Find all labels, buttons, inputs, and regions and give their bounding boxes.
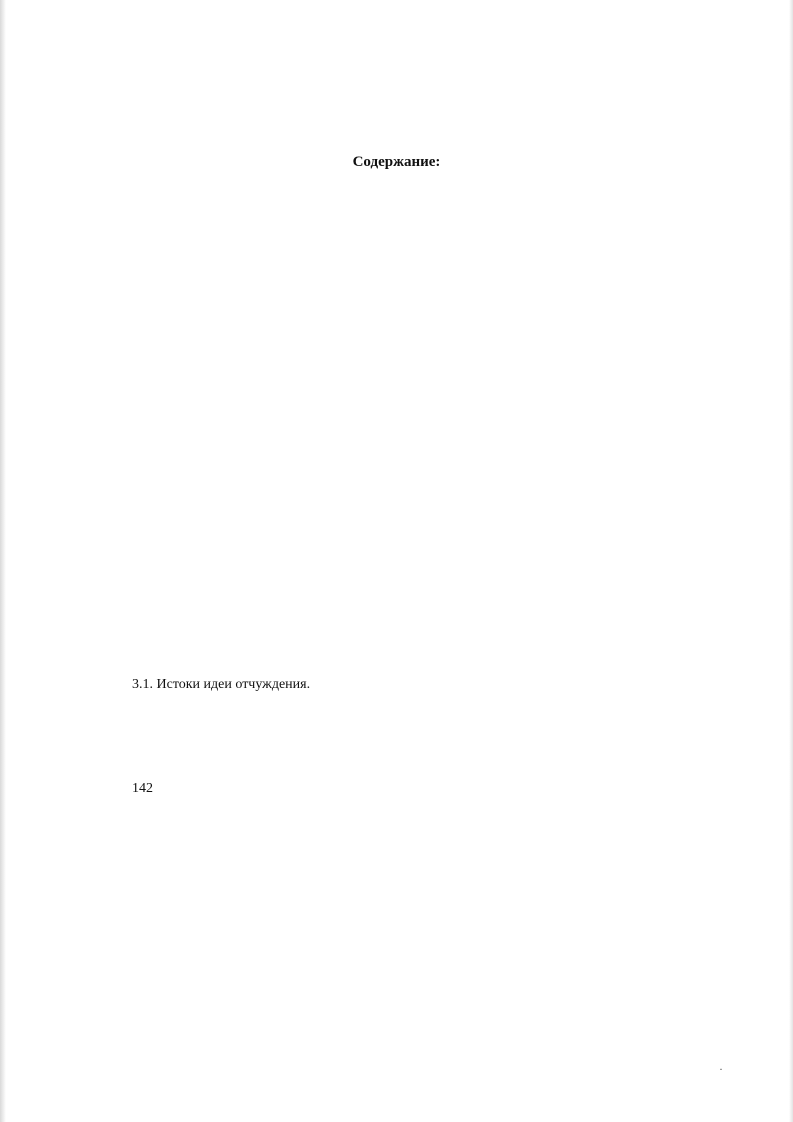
toc-entry-3-3-page: 142: [132, 781, 153, 796]
toc-entry-3-1[interactable]: 3.1. Истоки идеи отчуждения.: [132, 677, 311, 692]
scan-speck: ·: [719, 1062, 723, 1076]
page-title: Содержание:: [352, 154, 441, 170]
